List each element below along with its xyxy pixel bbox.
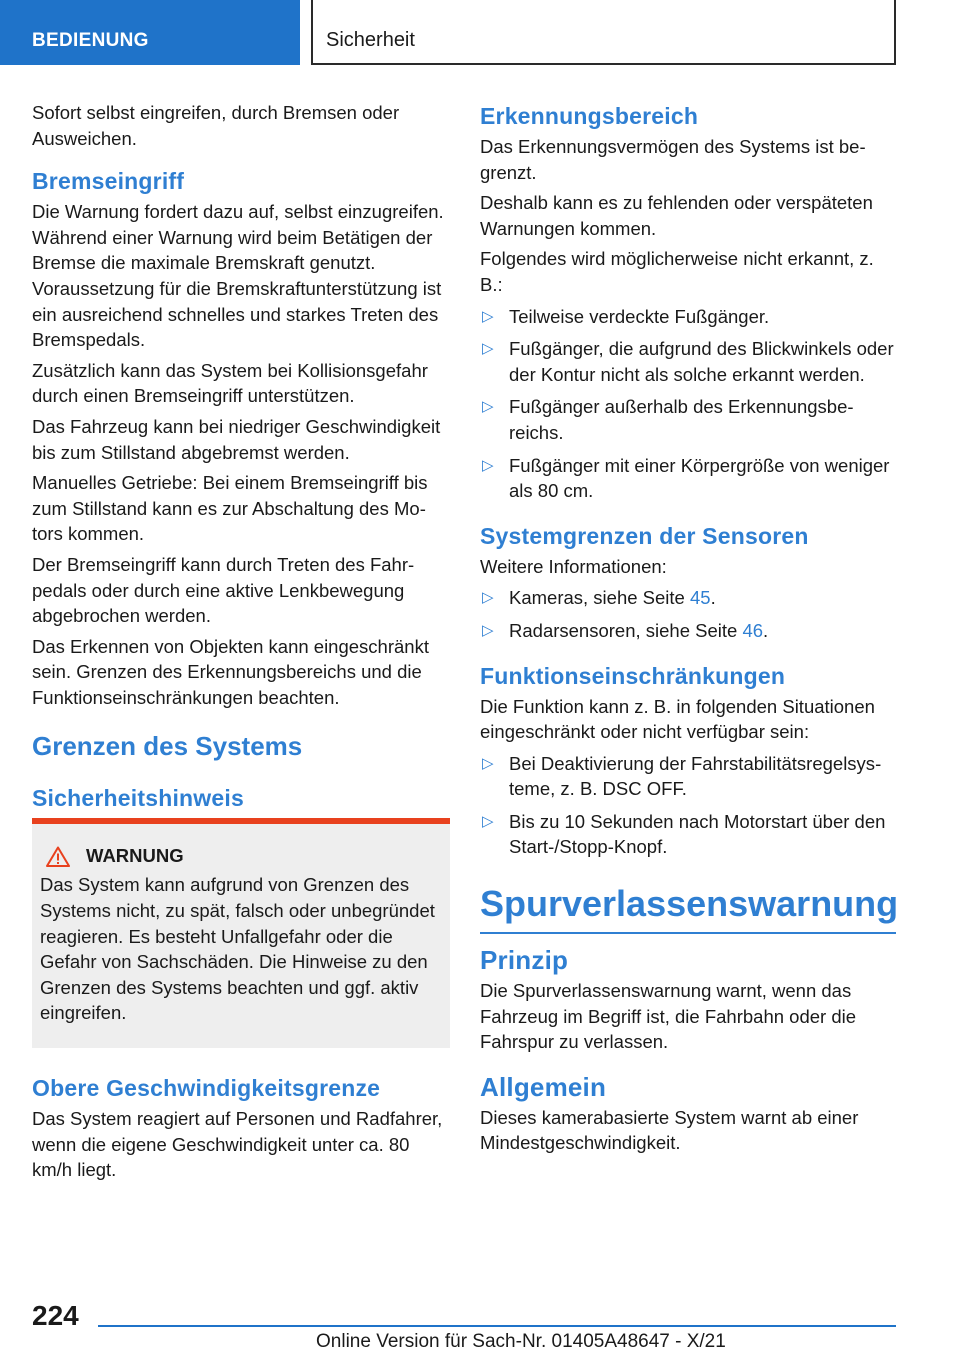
heading-bremseingriff: Bremseingriff — [32, 168, 185, 195]
heading-obere-geschwindigkeitsgrenze: Obere Geschwindigkeitsgrenze — [32, 1075, 381, 1102]
list-item: ▷ Fußgänger mit einer Körpergröße von weniger als 80 cm. — [482, 454, 890, 502]
paragraph: Die Spurverlassenswarnung warnt, wenn das Fahrzeug im Begriff ist, die Fahrbahn oder die Fahrspur zu verlassen. — [480, 980, 857, 1053]
heading-erkennungsbereich: Erkennungsbereich — [480, 103, 699, 129]
warning-label: WARNUNG — [86, 845, 184, 867]
triangle-bullet-icon: ▷ — [482, 621, 494, 639]
paragraph: Der Bremseingriff kann durch Treten des Fahrpedals oder durch eine aktive Lenkbewegung abgebrochen werden. — [32, 553, 415, 627]
funktion-list — [480, 751, 896, 860]
list-item: ▷ Radarsensoren, siehe Seite 46. — [480, 618, 896, 644]
warning-triangle-icon — [46, 846, 70, 867]
heading-spurverlassenswarnung: Spurverlassenswarnung — [480, 882, 896, 934]
heading-sicherheitshinweis: Sicherheitshinweis — [32, 785, 244, 812]
erkennung-list — [480, 304, 896, 504]
chapter-label: Sicherheit — [326, 29, 415, 51]
list-item: ▷ Teilweise verdeckte Fußgänger. — [480, 304, 896, 330]
warning-header — [40, 844, 436, 868]
list-item: ▷ Fußgänger außerhalb des Erkennungsbereichs. — [482, 396, 854, 443]
triangle-bullet-icon: ▷ — [482, 456, 494, 474]
paragraph: Dieses kamerabasierte System warnt ab einer Mindestgeschwindigkeit. — [480, 1106, 859, 1154]
page-link-45[interactable]: 45 — [689, 587, 711, 609]
heading-allgemein: Allgemein — [480, 1071, 607, 1102]
triangle-bullet-icon: ▷ — [482, 340, 494, 358]
triangle-bullet-icon: ▷ — [482, 307, 494, 325]
footer-divider — [98, 1325, 896, 1327]
list-item: ▷ Kameras, siehe Seite 45. — [480, 585, 896, 611]
right-column — [480, 100, 899, 1161]
paragraph: Weitere Informationen: — [480, 555, 667, 577]
section-tab — [0, 0, 300, 65]
heading-grenzen: Grenzen des Systems — [32, 731, 303, 762]
chapter-header — [311, 0, 896, 65]
paragraph: Zusätzlich kann das System bei Kollisionsgefahr durch einen Bremseingriff unterstützen. — [32, 359, 428, 407]
paragraph: Folgendes wird möglicherweise nicht erkannt, z. B.: — [480, 248, 874, 295]
section-label: BEDIENUNG — [32, 30, 149, 51]
list-item: ▷ Bis zu 10 Sekunden nach Motorstart über den Start-/Stopp-Knopf. — [482, 810, 886, 858]
heading-systemgrenzen-sensoren: Systemgrenzen der Sensoren — [480, 522, 809, 549]
paragraph: Das Erkennungsvermögen des Systems ist begrenzt. — [480, 136, 866, 183]
warning-text: Das System kann aufgrund von Grenzen des Systems nicht, zu spät, falsch oder unbegründet reagieren. Es besteht Unfallgefahr oder die Gefahr von Sachschäden. Die Hinweise zu den Grenzen des Systems beachten und ggf. aktiv eingreifen. — [40, 874, 435, 1024]
footer-online-version: Online Version für Sach-Nr. 01405A48647 - X/21 — [316, 1331, 726, 1352]
paragraph: Manuelles Getriebe: Bei einem Bremseingriff bis zum Stillstand kann es zur Abschaltung des Motors kommen. — [32, 472, 428, 545]
heading-prinzip: Prinzip — [480, 945, 569, 976]
heading-funktionseinschraenkungen: Funktionseinschränkungen — [480, 662, 786, 689]
paragraph: Deshalb kann es zu fehlenden oder verspäteten Warnungen kommen. — [480, 192, 873, 239]
paragraph: Die Warnung fordert dazu auf, selbst einzugreifen. Während einer Warnung wird beim Betätigen der Bremse die maximale Bremskraft genutzt. Voraussetzung für die Bremskraftunterstützung ist ein ausreichend schnelles und starkes Treten des Bremspedals. — [32, 201, 444, 351]
left-column — [32, 100, 450, 1188]
triangle-bullet-icon: ▷ — [482, 754, 494, 772]
page-link-46[interactable]: 46 — [742, 619, 764, 641]
paragraph: Das Fahrzeug kann bei niedriger Geschwindigkeit bis zum Stillstand abgebremst werden. — [32, 415, 441, 463]
paragraph: Das System reagiert auf Personen und Radfahrer, wenn die eigene Geschwindigkeit unter ca. 80 km/h liegt. — [32, 1108, 443, 1181]
paragraph: Die Funktion kann z. B. in folgenden Situationen eingeschränkt oder nicht verfügbar sein: — [480, 695, 875, 743]
page-number: 224 — [32, 1300, 79, 1331]
warning-box — [32, 818, 450, 1048]
intro-paragraph: Sofort selbst eingreifen, durch Bremsen oder Ausweichen. — [32, 102, 400, 149]
sensoren-list — [480, 585, 896, 643]
triangle-bullet-icon: ▷ — [482, 398, 494, 416]
paragraph: Das Erkennen von Objekten kann eingeschränkt sein. Grenzen des Erkennungsbereichs und die Funktionseinschränkungen beachten. — [32, 635, 429, 708]
triangle-bullet-icon: ▷ — [482, 812, 494, 830]
triangle-bullet-icon: ▷ — [482, 589, 494, 607]
list-item: ▷ Bei Deaktivierung der Fahrstabilitätsregelsysteme, z. B. DSC OFF. — [482, 752, 882, 800]
list-item: ▷ Fußgänger, die aufgrund des Blickwinkels oder der Kontur nicht als solche erkannt werden. — [482, 338, 894, 385]
